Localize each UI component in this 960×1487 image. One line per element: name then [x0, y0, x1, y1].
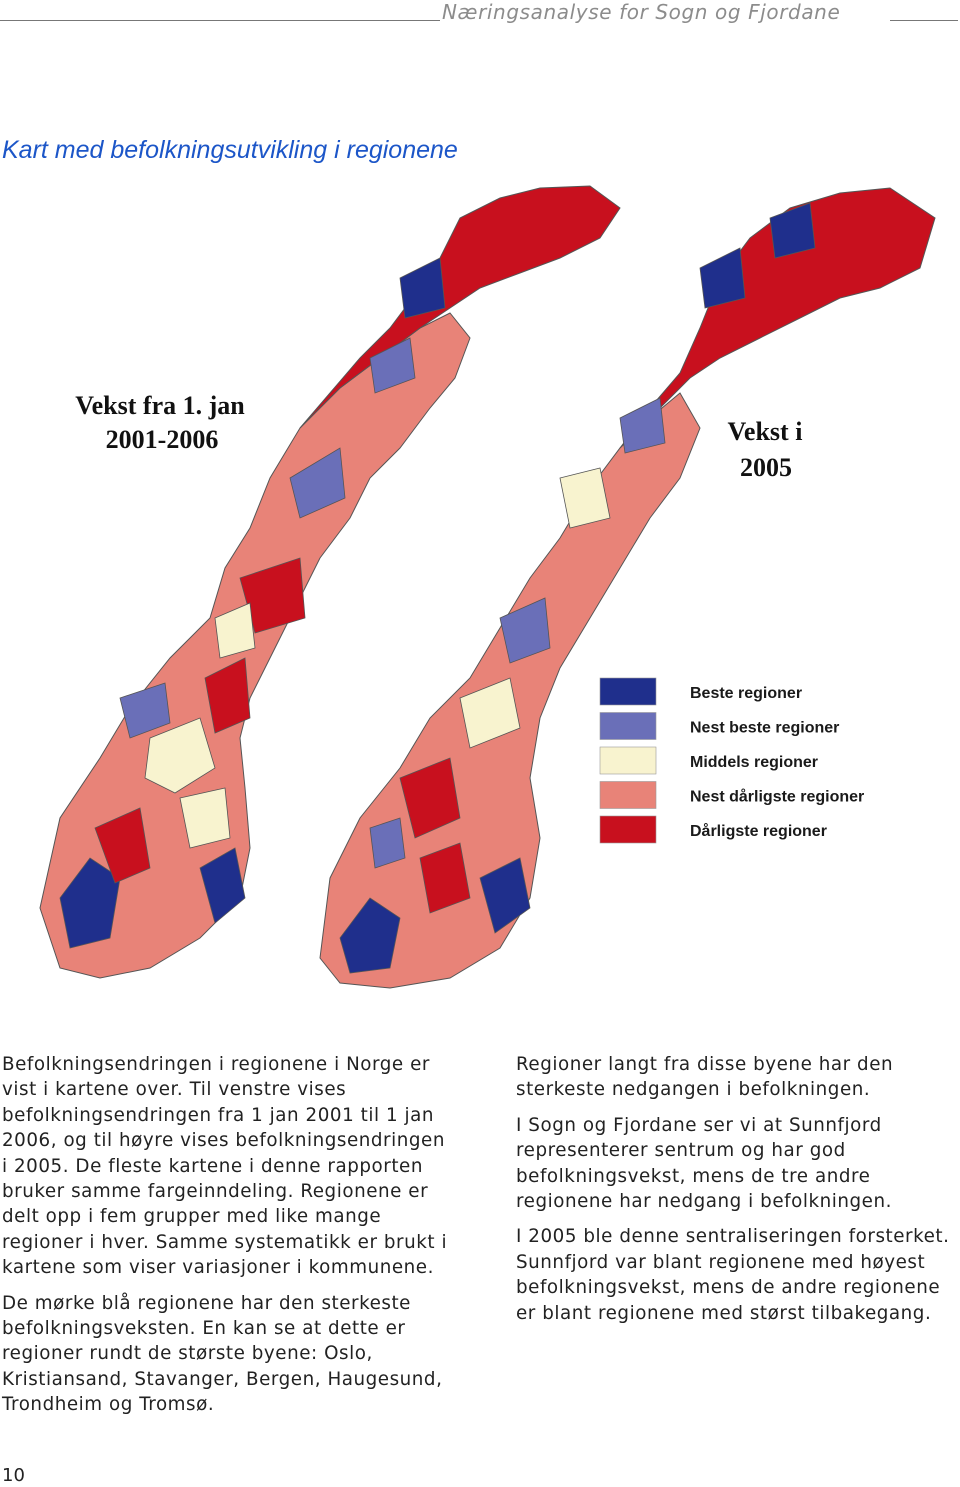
header-rule-left — [0, 20, 440, 21]
population-maps-figure — [0, 178, 960, 1004]
right-map-label-line1: Vekst i — [727, 417, 803, 446]
body-left-column — [2, 1052, 454, 1428]
left-map-label-line1: Vekst fra 1. jan — [75, 391, 245, 420]
right-map-patch-blue-3 — [700, 248, 745, 308]
right-map-patch-blue-4 — [770, 203, 815, 258]
legend-swatch-4 — [600, 782, 656, 809]
section-title: Kart med befolkningsutvikling i regionene — [2, 136, 458, 164]
page-number: 10 — [2, 1465, 25, 1486]
norway-maps-svg — [0, 178, 960, 1004]
page-header — [0, 0, 960, 28]
body-right-column — [516, 1052, 960, 1336]
body-right-paragraph-3: I 2005 ble denne sentraliseringen forsterket. Sunnfjord var blant regionene med høyest befolkningsvekst, mens de andre regionene er blant regionene med størst tilbakegang. — [516, 1226, 950, 1324]
header-rule-right — [890, 20, 958, 21]
legend-label-3: Middels regioner — [690, 754, 819, 771]
body-right-paragraph-2: I Sogn og Fjordane ser vi at Sunnfjord representerer sentrum og har god befolkningsvekst, mens de tre andre regionene har nedgang i befolkningen. — [516, 1114, 892, 1213]
legend-label-2: Nest beste regioner — [690, 719, 840, 737]
legend-label-1: Beste regioner — [690, 685, 803, 702]
left-map-label-line2: 2001-2006 — [105, 425, 219, 454]
left-map-patch-blue-3 — [400, 258, 445, 318]
body-left-paragraph-2: De mørke blå regionene har den sterkeste befolkningsveksten. En kan se at dette er regioner rundt de største byene: Oslo, Kristiansand, Stavanger, Bergen, Haugesund, Trondheim og Tromsø. — [2, 1292, 443, 1416]
right-map-label-line2: 2005 — [740, 453, 792, 482]
body-left-paragraph-1: Befolkningsendringen i regionene i Norge er vist i kartene over. Til venstre vises befolkningsendringen fra 1 jan 2001 til 1 jan 2006, og til høyre vises befolkningsendringen i 2005. De fleste kartene i denne rapporten bruker samme fargeinndeling. Regionene er delt opp i fem grupper med like mange regioner i hver. Samme systematikk er brukt i kartene som viser variasjoner i kommunene. — [2, 1054, 448, 1279]
body-right-paragraph-1: Regioner langt fra disse byene har den sterkeste nedgangen i befolkningen. — [516, 1054, 894, 1101]
legend-swatch-5 — [600, 816, 656, 843]
map-legend — [600, 678, 864, 843]
legend-swatch-3 — [600, 747, 656, 774]
legend-swatch-2 — [600, 713, 656, 740]
legend-swatch-1 — [600, 678, 656, 705]
legend-label-4: Nest dårligste regioner — [690, 788, 865, 806]
header-title: Næringsanalyse for Sogn og Fjordane — [442, 0, 841, 24]
legend-label-5: Dårligste regioner — [690, 823, 827, 840]
right-map-patch-purple-2 — [620, 398, 665, 453]
